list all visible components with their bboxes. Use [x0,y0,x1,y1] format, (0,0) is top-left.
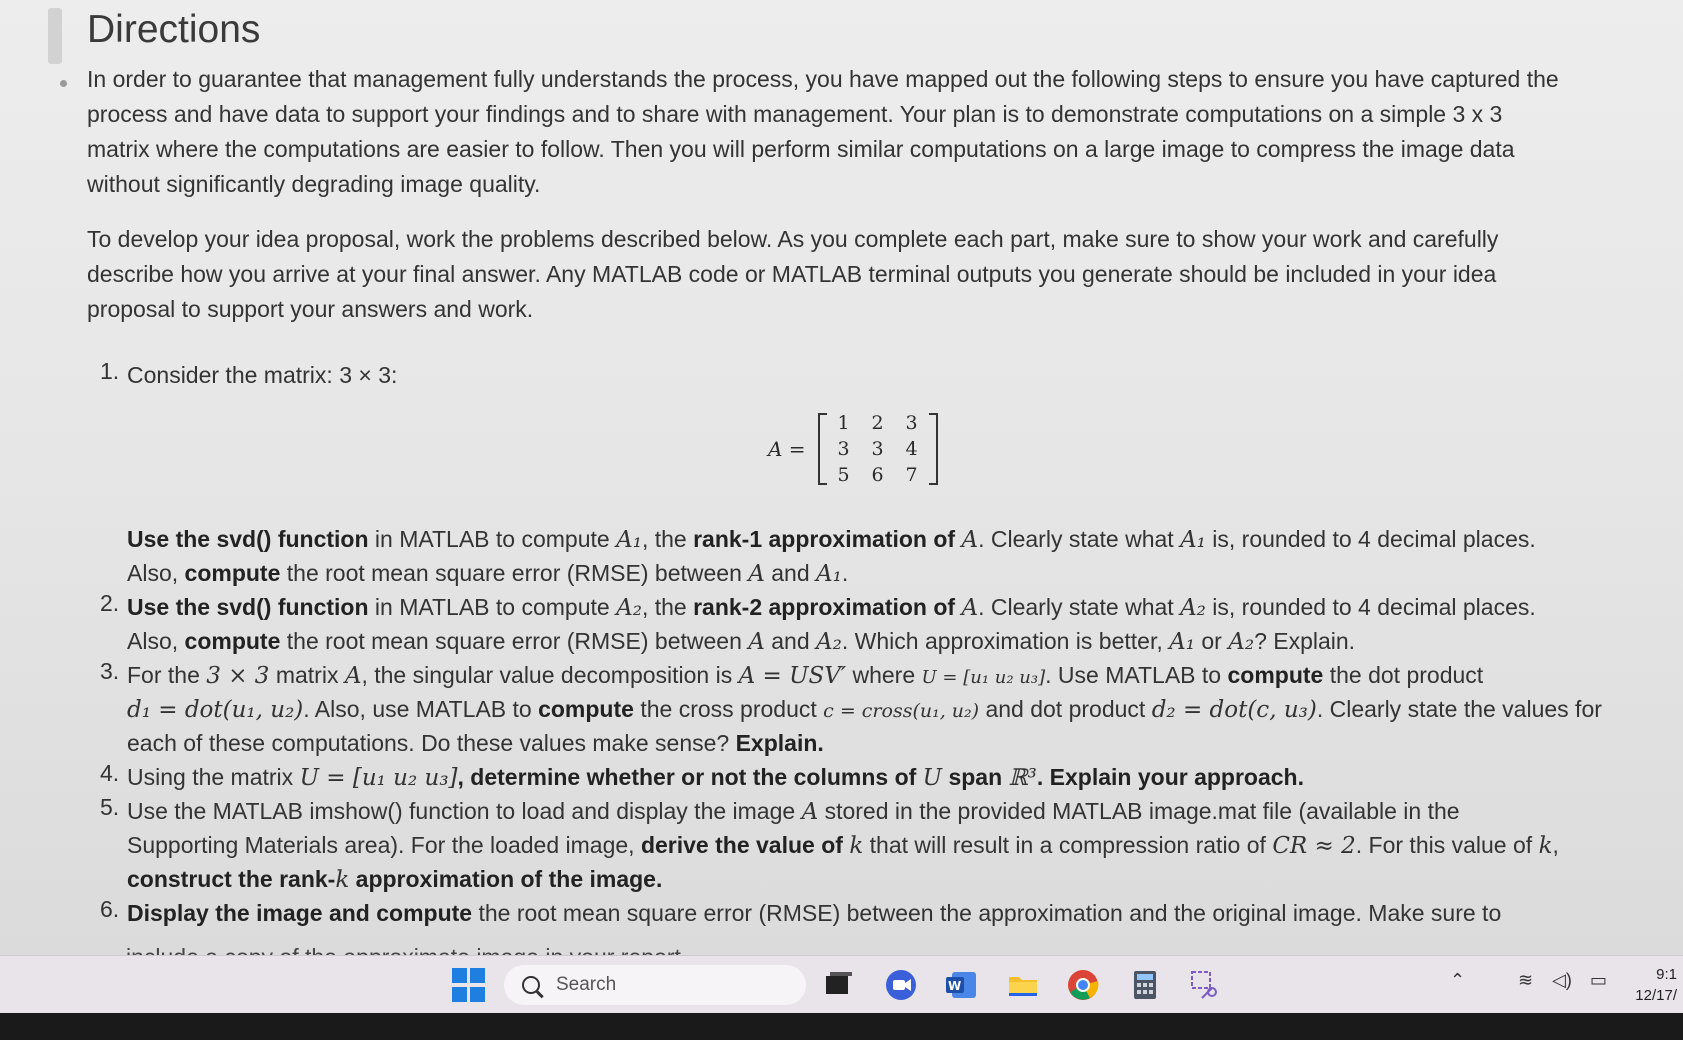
windows-start-icon[interactable] [452,968,486,1002]
item-number: 5. [100,794,120,820]
search-placeholder: Search [556,974,617,995]
word-icon[interactable] [944,968,978,1002]
snipping-tool-icon[interactable] [1188,968,1222,1002]
list-item-1-body: Use the svd() function in MATLAB to compute A₁, the rank-1 approximation of A. Clearly state what A₁ is, rounded to 4 decimal places. Also, compute the root mean square error (RMSE) between A and A₁. [127,526,1536,587]
right-bracket [929,413,938,485]
speaker-icon[interactable]: ◁) [1552,970,1572,990]
proposal-paragraph: To develop your idea proposal, work the problems described below. As you complete each part, make sure to show your work and carefully describe how you arrive at your final answer. Any MATLAB code or MATLAB terminal outputs you generate should be included in your idea proposal to support your answers and work. [87,226,1499,322]
battery-icon[interactable]: ▭ [1590,970,1608,990]
matrix-cell: 7 [905,464,918,486]
problem-list [100,358,1570,392]
clock-time: 9:1 [1656,966,1677,983]
list-item: 2. Use the svd() function in MATLAB to compute A₂, the rank-2 approximation of A. Clearly state what A₂ is, rounded to 4 decimal places. Also, compute the root mean square error (RMSE) between A and A₂. Which approximation is better, A₁ or A₂? Explain. [100,590,1536,655]
clock-date: 12/17/ [1635,987,1677,1004]
chrome-icon[interactable] [1066,968,1100,1002]
taskbar-search[interactable] [504,965,806,1005]
item-number: 6. [100,896,120,922]
file-explorer-icon[interactable] [1006,968,1040,1002]
list-item [100,358,1570,392]
matrix-grid [827,410,929,488]
matrix-cell: 2 [871,412,884,434]
matrix-a [768,410,938,488]
item-number: 4. [100,760,120,786]
list-item: 6. Display the image and compute the root mean square error (RMSE) between the approximation and the original image. Make sure to [100,896,1502,926]
matrix-cell: 3 [837,438,850,460]
system-clock[interactable] [1635,964,1677,1006]
matrix-cell: 4 [905,438,918,460]
scroll-marker [48,8,62,64]
matrix-cell: 3 [905,412,918,434]
task-view-icon[interactable] [822,968,856,1002]
item-number: 2. [100,590,120,616]
problem-list-continued [100,522,1602,930]
item-number: 1. [100,358,120,384]
bullet-dot [60,80,67,87]
list-item: 5. Use the MATLAB imshow() function to load and display the image A stored in the provided MATLAB image.mat file (available in the Supporting Materials area). For the loaded image, derive the value of k that will result in a compression ratio of CR ≈ 2. For this value of k, construct the rank-k approximation of the image. [100,794,1559,893]
left-bracket [818,413,827,485]
list-item: 4. Using the matrix U = [u₁ u₂ u₃], determine whether or not the columns of U span ℝ³. Explain your approach. [100,760,1304,791]
svg-text:W: W [948,979,962,993]
screen-bezel [0,1013,1683,1040]
zoom-icon[interactable] [884,968,918,1002]
calculator-icon[interactable] [1128,968,1162,1002]
matrix-label: A = [768,437,806,461]
matrix-cell: 3 [871,438,884,460]
search-icon [522,976,540,994]
taskbar [0,955,1683,1013]
matrix-cell: 6 [871,464,884,486]
page-title: Directions [87,8,261,51]
item-intro: Consider the matrix: 3 × 3: [127,362,398,388]
matrix-cell: 1 [837,412,850,434]
wifi-icon[interactable]: ≋ [1518,970,1534,990]
list-item: 3. For the 3 × 3 matrix A, the singular value decomposition is A = USV′ where U = [u₁ u₂ u₃]. Use MATLAB to compute the dot product d₁ = dot(u₁, u₂). Also, use MATLAB to compute the cross product c = cross(u₁, u₂) and dot product d₂ = dot(c, u₃). Clearly state the values for each of these computations. Do these values make sense? Explain. [100,658,1602,756]
item-number: 3. [100,658,120,684]
intro-paragraph: In order to guarantee that management fully understands the process, you have mapped out the following steps to ensure you have captured the process and have data to support your findings and to share with management. Your plan is to demonstrate computations on a simple 3 x 3 matrix where the computations are easier to follow. Then you will perform similar computations on a large image to compress the image data without significantly degrading image quality. [87,66,1559,197]
chevron-up-icon[interactable]: ⌃ [1450,970,1466,990]
matrix-cell: 5 [837,464,850,486]
